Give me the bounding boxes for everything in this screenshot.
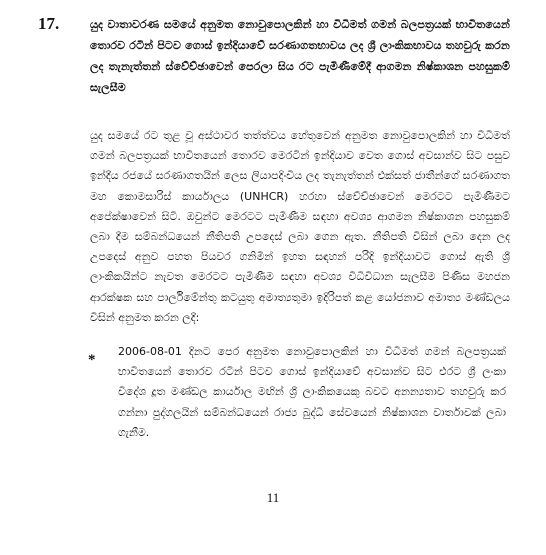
page-number: 11 <box>266 490 280 505</box>
body-paragraph: යුද සමයේ රට තුළ වූ අස්ථාවර තත්ත්වය හේතුවෙන් අනුමත නොවුපොලකින් හා විධිමත් ගමන් බලපත්‍රයක් භාවිතයෙන් තොරව මෙරටින් ඉන්දියාව වෙත ගොස් අවසාන්ව සිට පසුව ඉන්දීය රජයේ සරණාගතයින් ලෙස ලියාපදිංචිය ලද තැනැත්තන් එක්සත් ජාතීන්ගේ සරණාගත මහ කොමසාරිස් කාර්යාලය (UNHCR) හරහා ස්වේච්ඡාවෙන් මෙරටට පැමිණීමට අපේක්ෂාවෙන් සිටී. ඔවුන්ට මෙරටට පැමිණීම සඳහා අවශ්‍ය ආගමන නිෂ්කාශන පහසුකම් ලබා දීම සම්බන්ධයෙන් නීතිපති උපදෙස් ලබා ගෙන ඇත. නීතිපති විසින් ලබා දෙන ලද උපදෙස් අනුව පහත පියවර ගනිමින් ඉහත සඳහන් පරිදි ඉන්දියාවට ගොස් ඇති ශ්‍රී ලාංකිකයින්ට නැවත මෙරටට පැමිණීම සඳහා අවශ්‍ය විධිවිධාන සැලසීම පිණිස මහජන ආරක්ෂක සහ පාර්ලිමේන්තු කටයුතු අමාත්‍යතුමා ඉදිරිපත් කළ යෝජනාව අමාත්‍ය මණ්ඩලය විසින් අනුමත කරන ලදී: <box>90 129 510 324</box>
bullet-marker: * <box>88 352 96 368</box>
item-number: 17. <box>38 14 60 33</box>
bullet-item-text: 2006-08-01 දිනට පෙර අනුමත නොවුපොලකින් හා විධිමත් ගමන් බලපත්‍රයක් භාවිතයෙන් තොරව රටින් පිටව ගොස් ඉන්දියාවේ අවසාන්ව සිට එරට ශ්‍රී ලංකා විදේශ දූත මණ්ඩල කාර්යාල මඟින් ශ්‍රී ලාංකිකයෙකු බවට අනන්‍යතාව තහවුරු කර ගන්නා පුද්ගලයින් සම්බන්ධයෙන් රාජ්‍ය බුද්ධි සේවයෙන් නිෂ්කාශන වාර්තාවක් ලබා ගැනීම. <box>118 345 506 439</box>
item-heading: යුද වාතාවරණ සමයේ අනුමත නොවුපොලකින් හා විධිමත් ගමන් බලපත්‍රයක් භාවිතයෙන් තොරව රටින් පිටව ගොස් ඉන්දියාවේ සරණාගතභාවය ලද ශ්‍රී ලාංකිකභාවය තහවුරු කරන ලද තැනැත්තන් ස්වේච්ඡාවෙන් පෙරලා සිය රට පැමිණීමේදී ආගමන නිෂ්කාශන පහසුකම් සැලසීම <box>90 18 510 94</box>
